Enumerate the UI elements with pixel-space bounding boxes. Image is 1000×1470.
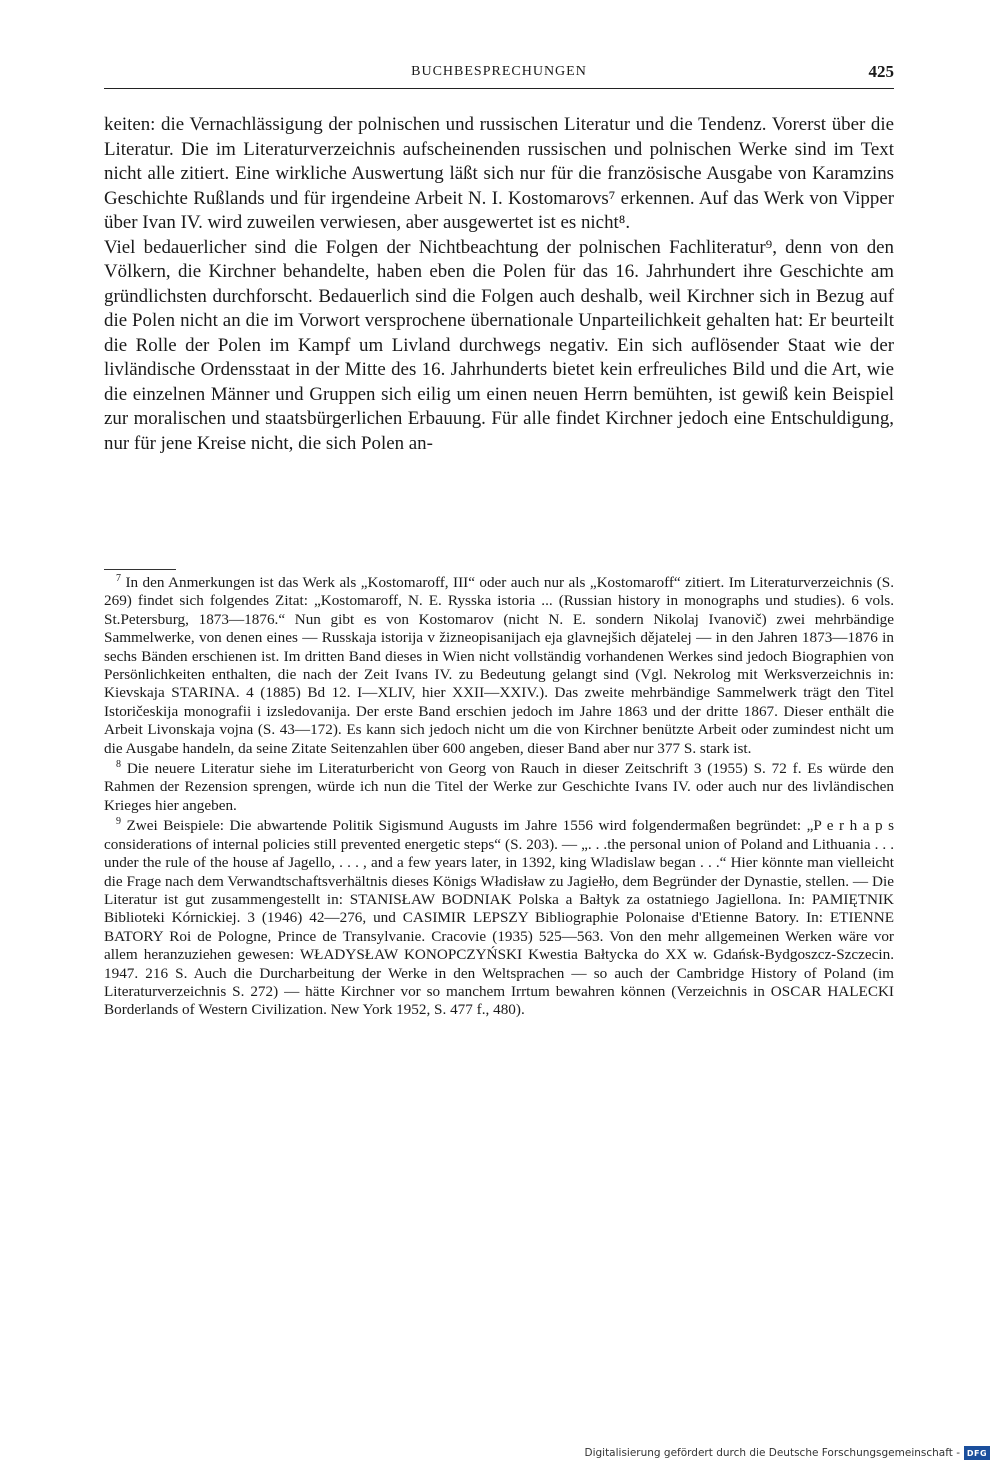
footnote-text: Zwei Beispiele: Die abwartende Politik Sigismund Augusts im Jahre 1556 wird folgendermaßen begründet: „P e r h a p s considerations of internal policies still prevented energetic steps“ (S. 203). — „. . .the personal union of Poland and Lithuania . . . under the rule of the house af Jagello, . . . , and a few years later, in 1392, king Wladislaw began . . .“ Hier könnte man vielleicht die Frage nach dem Verwandtschaftsverhältnis dieses Königs Władisław zu Jagiełło, dem Begründer der Dynastie, stellen. — Die Literatur ist gut zusammengestellt in: STANISŁAW BODNIAK Polska a Bałtyk za ostatniego Jagiellona. In: PAMIĘTNIK Biblioteki Kórnickiej. 3 (1946) 42—276, und CASIMIR LEPSZY Bibliographie Polonaise d'Etienne Batory. In: ETIENNE BATORY Roi de Pologne, Prince de Transylvanie. Cracovie (1935) 525—563. Von den mehr allgemeinen Werken wäre vor allem heranzuziehen gewesen: WŁADYSŁAW KONOPCZYŃSKI Kwestia Bałtycka do XX w. Gdańsk-Bydgoszcz-Szczecin. 1947. 216 S. Auch die Durcharbeitung der Werke in den Weltsprachen — so auch der Cambridge History of Poland (im Literaturverzeichnis S. 272) — hätte Kirchner vor so manchem Irrtum bewahren können (Verzeichnis in OSCAR HALECKI Borderlands of Western Civilization. New York 1952, S. 477 f., 480). [104, 817, 895, 1019]
footnotes [104, 574, 894, 1022]
body-paragraph-2: Viel bedauerlicher sind die Folgen der Nichtbeachtung der polnischen Fachliteratur⁹, denn von den Völkern, die Kirchner behandelte, haben eben die Polen für das 16. Jahrhundert ihre Geschichte am gründlichsten durchforscht. Bedauerlich sind die Folgen auch deshalb, weil Kirchner sich in Bezug auf die Polen nicht an die im Vorwort versprochene übernationale Unparteilichkeit gehalten hat: Er beurteilt die Rolle der Polen im Kampf um Livland durchwegs negativ. Ein sich auflösender Staat wie der livländische Ordensstaat in der Mitte des 16. Jahrhunderts bietet kein erfreuliches Bild und die Art, wie die einzelnen Männer und Gruppen sich eilig um einen neuen Herrn bemühten, ist gewiß kein Beispiel zur moralischen und staatsbürgerlichen Erbauung. Für alle findet Kirchner jedoch eine Entschuldigung, nur für jene Kreise nicht, die sich Polen an- [104, 236, 894, 454]
page-number: 425 [868, 62, 894, 81]
body-text [104, 113, 894, 456]
footnote-marker: 9 [116, 816, 121, 828]
footnote-7 [104, 574, 894, 758]
footnote-text: In den Anmerkungen ist das Werk als „Kostomaroff, III“ oder auch nur als „Kostomaroff“ zitiert. Im Literaturverzeichnis (S. 269) findet sich folgendes Zitat: „Kostomaroff, N. E. Rysska istoria ... (Russian history in monographs und studies). 6 vols. St.Petersburg, 1873—1876.“ Nun gibt es von Kostomarov (nicht N. E. sondern Nikolaj Ivanovič) zwei mehrbändige Sammelwerke, von denen eines — Russkaja istorija v žizneopisanijach eja glavnejšich dějatelej — in den Jahren 1873—1876 in sechs Bänden erschienen ist. Im dritten Band dieses in Wien nicht vollständig vorhandenen Werkes sind jedoch Biographien von Persönlichkeiten enthalten, die nach der Zeit Ivans IV. zu Bedeutung gelangt sind (Vgl. Nekrolog mit Werksverzeichnis in: Kievskaja STARINA. 4 (1885) Bd 12. I—XLIV, hier XXII—XXIV.). Das zweite mehrbändige Sammelwerk trägt den Titel Istoričeskija monografii i izsledovanija. Der erste Band erschien jedoch im Jahre 1863 und der dritte 1867. Dieser enthält die Arbeit Livonskaja vojna (S. 43—172). Es kann sich jedoch nicht um die von Kirchner benützte Arbeit oder zumindest nicht um die Ausgabe handeln, da seine Zitate Seitenzahlen über 600 angeben, dieser Band aber nur 377 S. stark ist. [104, 574, 895, 757]
running-title: BUCHBESPRECHUNGEN [411, 64, 587, 79]
footnote-separator [104, 569, 176, 570]
running-head [104, 62, 894, 84]
footnote-8 [104, 760, 894, 815]
dfg-logo-icon: DFG [964, 1446, 990, 1460]
footnote-9 [104, 817, 894, 1019]
digitization-note: Digitalisierung gefördert durch die Deutsche Forschungsgemeinschaft - [584, 1447, 960, 1459]
body-paragraph-1: keiten: die Vernachlässigung der polnischen und russischen Literatur und die Tendenz. Vorerst über die Literatur. Die im Literaturverzeichnis aufscheinenden russischen und polnischen Werke sind im Text nicht alle zitiert. Eine wirkliche Auswertung läßt sich nur für die französische Ausgabe von Karamzins Geschichte Rußlands und für irgendeine Arbeit N. I. Kostomarovs⁷ erkennen. Auf das Werk von Vipper über Ivan IV. wird zuweilen verwiesen, aber ausgewertet ist es nicht⁸. [104, 114, 894, 233]
footnote-marker: 8 [116, 759, 121, 770]
footnote-text: Die neuere Literatur siehe im Literaturbericht von Georg von Rauch in dieser Zeitschrift 3 (1955) S. 72 f. Es würde den Rahmen der Rezension sprengen, würde ich nun die Titel der Werke zur Geschichte Ivans IV. oder auch nur des livländischen Krieges hier angeben. [104, 760, 895, 814]
footnote-marker: 7 [116, 572, 121, 584]
header-rule [104, 88, 894, 89]
digitization-footer [584, 1444, 990, 1462]
